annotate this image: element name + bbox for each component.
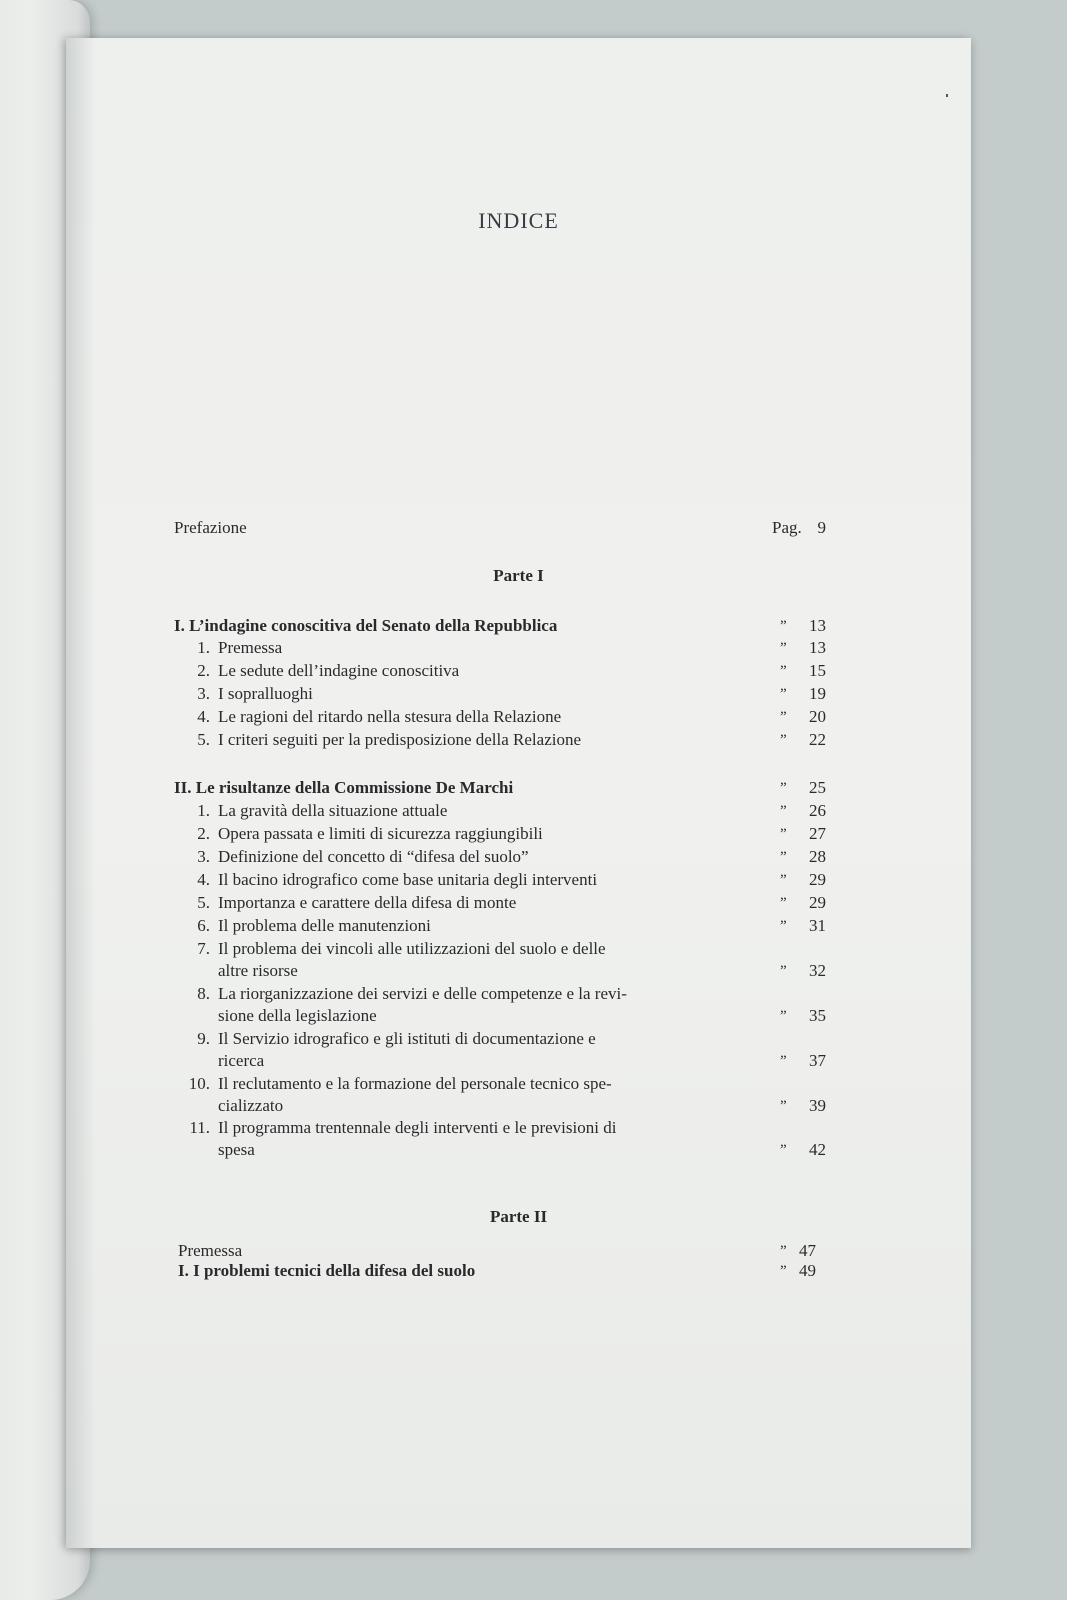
ditto-mark: ” <box>780 732 787 748</box>
ditto-mark: ” <box>780 663 787 679</box>
ditto-mark: ” <box>780 803 787 819</box>
toc-page-number: 20 <box>809 707 826 726</box>
section-text: Le sedute dell’indagine conoscitiva <box>218 661 460 680</box>
chapter-title: I. I problemi tecnici della difesa del suolo <box>178 1261 476 1280</box>
section-title <box>184 938 606 960</box>
toc-page-number: 25 <box>809 778 826 797</box>
section-title <box>184 683 313 705</box>
section-text: Le ragioni del ritardo nella stesura della Relazione <box>218 707 562 726</box>
page-gutter-shadow <box>66 38 96 1548</box>
section-title <box>184 1117 616 1139</box>
section-number: 3. <box>197 847 210 866</box>
toc-page-number: 28 <box>809 847 826 866</box>
toc-page-number: 49 <box>799 1261 816 1280</box>
toc-page-number: 13 <box>809 616 826 635</box>
section-text: Il reclutamento e la formazione del personale tecnico spe- <box>218 1074 612 1093</box>
section-number: 11. <box>189 1118 210 1137</box>
ditto-mark: ” <box>780 849 787 865</box>
ditto-mark: ” <box>780 895 787 911</box>
section-number: 2. <box>197 661 210 680</box>
section-text-continuation: spesa <box>218 1140 255 1159</box>
section-title <box>184 729 581 751</box>
section-title <box>184 823 543 845</box>
section-number: 7. <box>197 939 210 958</box>
section-title <box>184 846 529 868</box>
ditto-mark: ” <box>780 1098 787 1114</box>
section-text: Il bacino idrografico come base unitaria degli interventi <box>218 870 598 889</box>
section-title <box>184 915 431 937</box>
toc-page-number: 31 <box>809 916 826 935</box>
part-heading-1: Parte I <box>493 566 544 585</box>
section-number: 5. <box>197 893 210 912</box>
pag-label: Pag. <box>772 518 802 537</box>
section-text: Definizione del concetto di “difesa del suolo” <box>218 847 529 866</box>
section-text: La riorganizzazione dei servizi e delle competenze e la revi- <box>218 984 627 1003</box>
ditto-mark: ” <box>780 709 787 725</box>
toc-page-number: 22 <box>809 730 826 749</box>
toc-page-number: 32 <box>809 961 826 980</box>
section-text: I sopralluoghi <box>218 684 313 703</box>
toc-page-number: 9 <box>817 518 826 537</box>
section-text-continuation: sione della legislazione <box>218 1006 377 1025</box>
section-text: Il programma trentennale degli interventi e le previsioni di <box>218 1118 617 1137</box>
toc-page-number: 47 <box>799 1241 816 1260</box>
toc-page-number: 37 <box>809 1051 826 1070</box>
section-text: Importanza e carattere della difesa di monte <box>218 893 517 912</box>
toc-page-number: 39 <box>809 1096 826 1115</box>
section-number: 1. <box>197 638 210 657</box>
section-number: 6. <box>197 916 210 935</box>
section-number: 4. <box>197 707 210 726</box>
chapter-title: I. L’indagine conoscitiva del Senato della Repubblica <box>174 616 558 635</box>
ditto-mark: ” <box>780 1142 787 1158</box>
index-page <box>66 38 971 1548</box>
section-number: 10. <box>188 1074 210 1093</box>
ditto-mark: ” <box>780 1243 787 1259</box>
toc-page-number: 29 <box>809 870 826 889</box>
section-title <box>184 1028 596 1050</box>
section-title <box>184 983 627 1005</box>
ditto-mark: ” <box>780 1053 787 1069</box>
section-text: Il problema dei vincoli alle utilizzazioni del suolo e delle <box>218 939 606 958</box>
toc-page-number: 29 <box>809 893 826 912</box>
ditto-mark: ” <box>780 780 787 796</box>
section-text: I criteri seguiti per la predisposizione della Relazione <box>218 730 582 749</box>
ditto-mark: ” <box>780 686 787 702</box>
ditto-mark: ” <box>780 826 787 842</box>
toc-entry-label: Premessa <box>178 1241 243 1260</box>
toc-page-number: 42 <box>809 1140 826 1159</box>
section-title <box>184 892 516 914</box>
toc-page-number: 35 <box>809 1006 826 1025</box>
ditto-mark: ” <box>780 618 787 634</box>
section-title <box>184 869 597 891</box>
section-title <box>184 1073 612 1095</box>
toc-page-number: 19 <box>809 684 826 703</box>
section-title <box>184 800 447 822</box>
part-heading-2: Parte II <box>489 1207 548 1226</box>
section-text-continuation: ricerca <box>218 1051 265 1070</box>
toc-page-number: 15 <box>809 661 826 680</box>
section-text: Il problema delle manutenzioni <box>218 916 431 935</box>
section-number: 8. <box>197 984 210 1003</box>
ditto-mark: ” <box>780 640 787 656</box>
section-title <box>184 637 282 659</box>
ditto-mark: ” <box>780 1008 787 1024</box>
section-number: 5. <box>197 730 210 749</box>
toc-entry-label: Prefazione <box>174 518 247 537</box>
ditto-mark: ” <box>780 872 787 888</box>
ditto-mark: ” <box>780 963 787 979</box>
section-text-continuation: cializzato <box>218 1096 284 1115</box>
ditto-mark: ” <box>780 918 787 934</box>
section-number: 4. <box>197 870 210 889</box>
section-number: 1. <box>197 801 210 820</box>
section-text: La gravità della situazione attuale <box>218 801 448 820</box>
section-number: 3. <box>197 684 210 703</box>
page-title: INDICE <box>478 208 559 233</box>
page-speck <box>946 94 948 97</box>
section-number: 9. <box>197 1029 210 1048</box>
toc-page-number: 26 <box>809 801 826 820</box>
section-number: 2. <box>197 824 210 843</box>
section-title <box>184 660 459 682</box>
section-text: Il Servizio idrografico e gli istituti di documentazione e <box>218 1029 596 1048</box>
chapter-title: II. Le risultanze della Commissione De Marchi <box>174 778 514 797</box>
section-text: Premessa <box>218 638 283 657</box>
section-text-continuation: altre risorse <box>218 961 298 980</box>
section-text: Opera passata e limiti di sicurezza raggiungibili <box>218 824 543 843</box>
section-title <box>184 706 561 728</box>
toc-page-number: 13 <box>809 638 826 657</box>
ditto-mark: ” <box>780 1263 787 1279</box>
toc-page-number: 27 <box>809 824 826 843</box>
